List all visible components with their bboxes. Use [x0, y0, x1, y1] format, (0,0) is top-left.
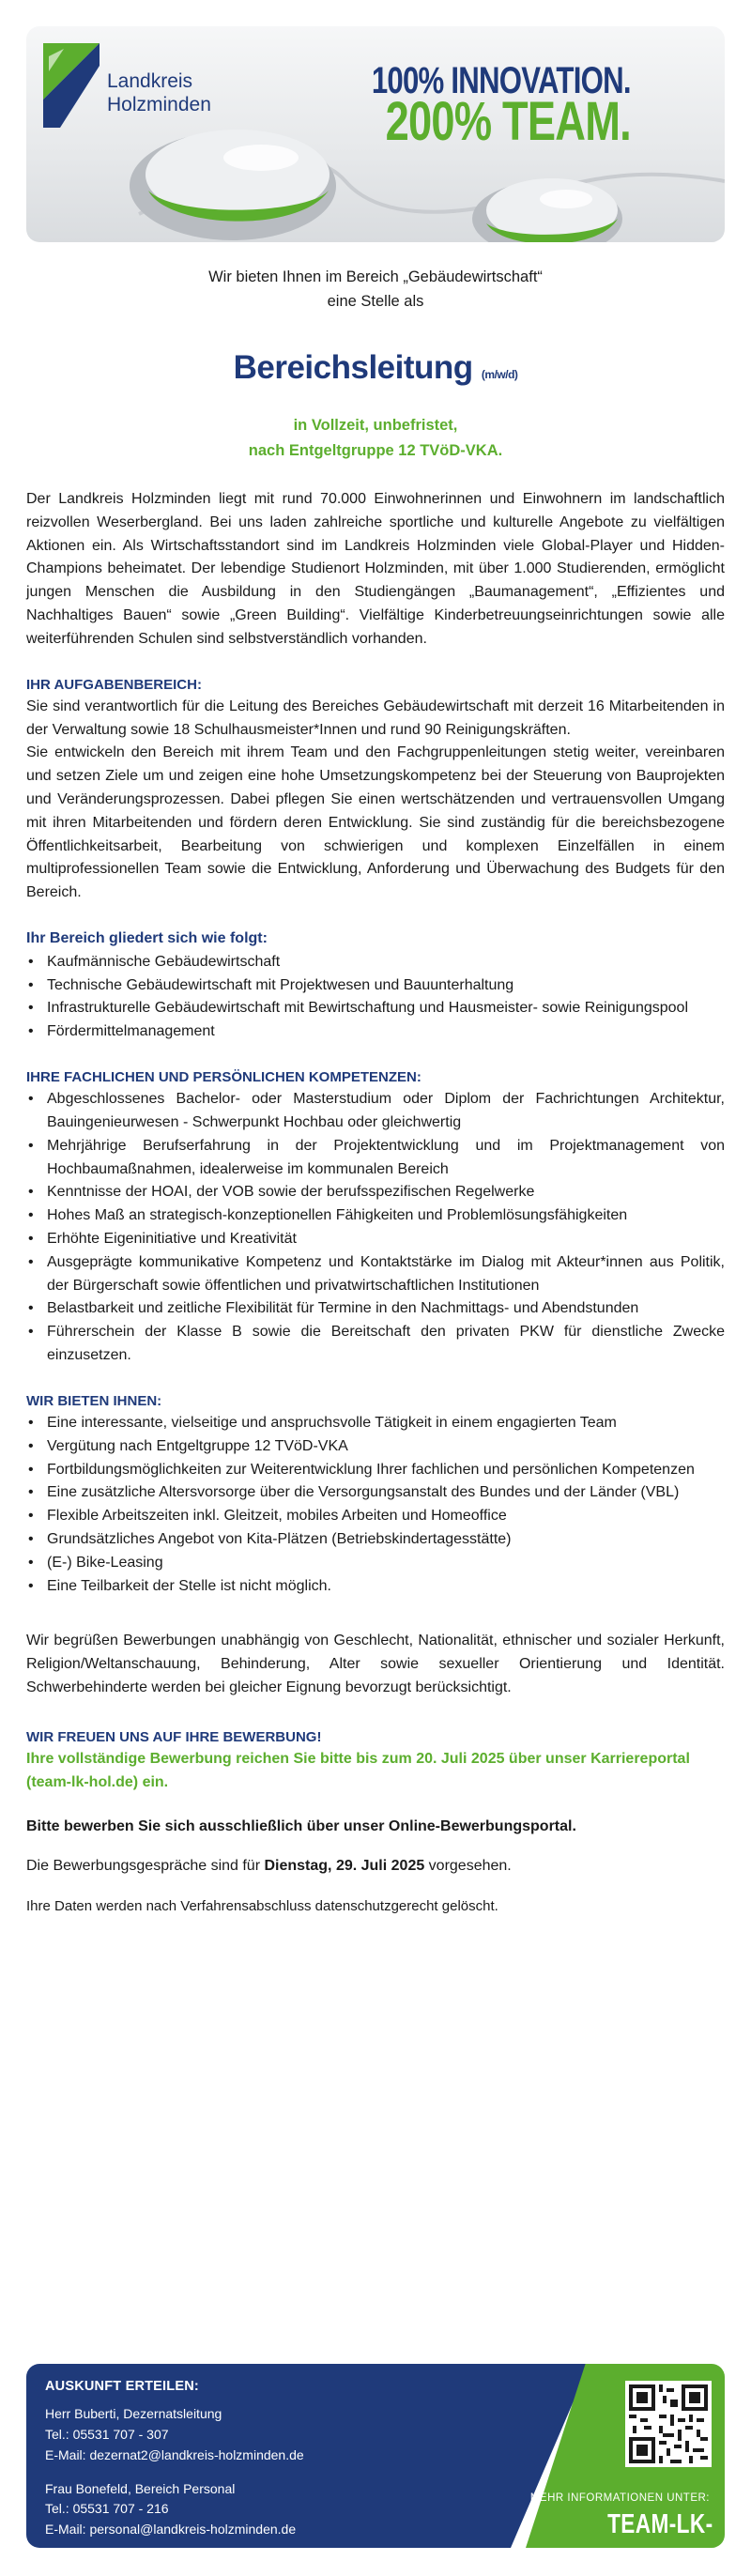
apply-deadline: Ihre vollständige Bewerbung reichen Sie bitte bis zum 20. Juli 2025 über unser Karriereportal (team-lk-hol.de) ein.: [26, 1751, 690, 1790]
interview-date: Dienstag, 29. Juli 2025: [264, 1858, 425, 1875]
list-item: • Ausgeprägte kommunikative Kompetenz und Kontaktstärke im Dialog mit Akteur*innen aus Politik, der Bürgerschaft sowie öffentlichen und privatwirtschaftlichen Institutionen: [26, 1251, 725, 1298]
list-item: • Mehrjährige Berufserfahrung in der Projektentwicklung und im Projektmanagement von Hochbaumaßnahmen, idealerweise im kommunalen Bereich: [26, 1135, 725, 1182]
offer-section: [26, 1390, 725, 1599]
skills-list: [26, 1088, 725, 1368]
main-content: [26, 488, 725, 1918]
intro-text: [26, 266, 725, 314]
skills-heading: IHRE FACHLICHEN UND PERSÖNLICHEN KOMPETENZEN:: [26, 1068, 421, 1085]
list-item: • Erhöhte Eigeninitiative und Kreativität: [26, 1228, 725, 1251]
list-item: • Vergütung nach Entgeltgruppe 12 TVöD-VKA: [26, 1435, 725, 1459]
privacy-note: Ihre Daten werden nach Verfahrensabschluss datenschutzgerecht gelöscht.: [26, 1898, 498, 1915]
skills-section: [26, 1066, 725, 1368]
offer-heading: WIR BIETEN IHNEN:: [26, 1392, 162, 1409]
qr-code-graphic: [629, 2384, 708, 2463]
list-item: • Abgeschlossenes Bachelor- oder Masterstudium oder Diplom der Fachrichtungen Architektur, Bauingenieurwesen - Schwerpunkt Hochbau oder gleichwertig: [26, 1088, 725, 1135]
intro-line-2: eine Stelle als: [327, 292, 424, 310]
list-item: • Infrastrukturelle Gebäudewirtschaft mit Bewirtschaftung und Hausmeister- sowie Reinigungspool: [26, 997, 725, 1020]
list-item: • Kenntnisse der HOAI, der VOB sowie der berufsspezifischen Regelwerke: [26, 1181, 725, 1204]
logo-mark-icon: [43, 43, 100, 128]
interview-pre: Die Bewerbungsgespräche sind für: [26, 1858, 265, 1875]
tasks-heading: IHR AUFGABENBEREICH:: [26, 676, 202, 693]
list-item: • Technische Gebäudewirtschaft mit Projektwesen und Bauunterhaltung: [26, 974, 725, 998]
job-title-main: Bereichsleitung: [233, 349, 473, 386]
subtitle-line-2: nach Entgeltgruppe 12 TVöD-VKA.: [248, 442, 503, 460]
contact-2-phone: Tel.: 05531 707 - 216: [45, 2501, 169, 2517]
contact-2-email[interactable]: E-Mail: personal@landkreis-holzminden.de: [45, 2521, 297, 2537]
diversity-section: [26, 1630, 725, 1699]
about-paragraph: Der Landkreis Holzminden liegt mit rund 70.000 Einwohnerinnen und Einwohnern im landschaftlich reizvollen Weserbergland. Bei uns laden zahlreiche sportliche und kulturelle Angebote zu vielfältigen Aktionen ein. Als Wirtschaftsstandort sind im Landkreis Holzminden viele Global-Player und Hidden-Champions beheimatet. Der lebendige Studienort Holzminden, mit über 1.000 Studierenden, ermöglicht jungen Menschen die Ausbildung in den Studiengängen „Baumanagement“, „Effizientes und Nachhaltiges Bauen“ sowie „Green Building“. Vielfältige Kinderbetreuungseinrichtungen sowie alle weiterführenden Schulen sind selbstverständlich vorhanden.: [26, 491, 725, 647]
website-link[interactable]: TEAM-LK-HOL.DE: [607, 2509, 713, 2576]
interview-post: vorgesehen.: [424, 1858, 512, 1875]
diversity-paragraph: Wir begrüßen Bewerbungen unabhängig von Geschlecht, Nationalität, ethnischer und sozialer Herkunft, Religion/Weltanschauung, Behinderung, Alter sowie sexueller Orientierung und Identität. Schwerbehinderte werden bei gleicher Eignung bevorzugt berücksichtigt.: [26, 1633, 725, 1696]
logo-text: [107, 69, 211, 116]
contact-1-email[interactable]: E-Mail: dezernat2@landkreis-holzminden.de: [45, 2446, 304, 2462]
list-item: • Eine zusätzliche Altersvorsorge über die Versorgungsanstalt des Bundes und der Länder (VBL): [26, 1481, 725, 1505]
job-title: [26, 344, 725, 393]
list-item: • Eine interessante, vielseitige und anspruchsvolle Tätigkeit in einem engagierten Team: [26, 1412, 725, 1435]
qr-code-icon[interactable]: [625, 2381, 712, 2467]
structure-list: [26, 951, 725, 1044]
intro-line-1: Wir bieten Ihnen im Bereich „Gebäudewirtschaft“: [208, 268, 543, 285]
interview-info: [26, 1855, 725, 1878]
list-item: • Fördermittelmanagement: [26, 1020, 725, 1044]
apply-online-only: Bitte bewerben Sie sich ausschließlich über unser Online-Bewerbungsportal.: [26, 1817, 576, 1834]
apply-heading: WIR FREUEN UNS AUF IHRE BEWERBUNG!: [26, 1728, 322, 1745]
list-item: • Flexible Arbeitszeiten inkl. Gleitzeit, mobiles Arbeiten und Homeoffice: [26, 1505, 725, 1528]
structure-section: [26, 928, 725, 1044]
tasks-paragraph-2: Sie entwickeln den Bereich mit ihrem Team und den Fachgruppenleitungen stetig weiter, vereinbaren und setzen Ziele um und zeigen eine hohe Umsetzungskompetenz bei der Steuerung von Bauprojekten und Veränderungsprozessen. Dabei pflegen Sie einen wertschätzenden und vertrauensvollen Umgang mit ihren Mitarbeitenden und fördern deren Entwicklung. Sie sind zuständig für die bereichsbezogene Öffentlichkeitsarbeit, Bearbeitung von schwierigen und komplexen Einzelfällen in einem multiprofessionellen Team sowie die Entwicklung, Anforderung und Überwachung des Budgets für den Bereich.: [26, 744, 725, 901]
list-item: • Hohes Maß an strategisch-konzeptionellen Fähigkeiten und Problemlösungsfähigkeiten: [26, 1204, 725, 1228]
structure-heading: Ihr Bereich gliedert sich wie folgt:: [26, 930, 268, 946]
job-subtitle: [26, 413, 725, 464]
tasks-section: [26, 674, 725, 905]
job-title-suffix: (m/w/d): [481, 368, 518, 381]
list-item: • Fortbildungsmöglichkeiten zur Weiterentwicklung Ihrer fachlichen und persönlichen Kompetenzen: [26, 1459, 725, 1482]
slogan-team: 200% TEAM.: [385, 91, 631, 152]
apply-section: [26, 1726, 725, 1918]
more-info-label: MEHR INFORMATIONEN UNTER:: [529, 2492, 710, 2504]
list-item: • Führerschein der Klasse B sowie die Bereitschaft den privaten PKW für dienstliche Zwecke einzusetzen.: [26, 1321, 725, 1368]
logo-line-2: Holzminden: [107, 94, 211, 116]
offer-list: [26, 1412, 725, 1598]
contact-block: [45, 2376, 304, 2540]
list-item: • (E-) Bike-Leasing: [26, 1552, 725, 1575]
list-item: • Eine Teilbarkeit der Stelle ist nicht möglich.: [26, 1575, 725, 1599]
slogan-innovation: 100% INNOVATION.: [372, 60, 631, 101]
tasks-paragraph-1: Sie sind verantwortlich für die Leitung des Bereiches Gebäudewirtschaft mit derzeit 16 Mitarbeitenden in der Verwaltung sowie 18 Schulhausmeister*Innen und rund 90 Reinigungskräften.: [26, 698, 725, 738]
contact-2-name: Frau Bonefeld, Bereich Personal: [45, 2480, 236, 2496]
contact-heading: AUSKUNFT ERTEILEN:: [45, 2379, 199, 2394]
list-item: • Kaufmännische Gebäudewirtschaft: [26, 951, 725, 974]
subtitle-line-1: in Vollzeit, unbefristet,: [293, 417, 458, 434]
logo-line-1: Landkreis: [107, 70, 193, 92]
landkreis-logo: [43, 43, 231, 146]
header-banner: [26, 26, 725, 242]
contact-1-name: Herr Buberti, Dezernatsleitung: [45, 2406, 222, 2422]
list-item: • Grundsätzliches Angebot von Kita-Plätzen (Betriebskindertagesstätte): [26, 1528, 725, 1552]
list-item: • Belastbarkeit und zeitliche Flexibilität für Termine in den Nachmittags- und Abendstunden: [26, 1297, 725, 1321]
contact-1-phone: Tel.: 05531 707 - 307: [45, 2427, 169, 2443]
